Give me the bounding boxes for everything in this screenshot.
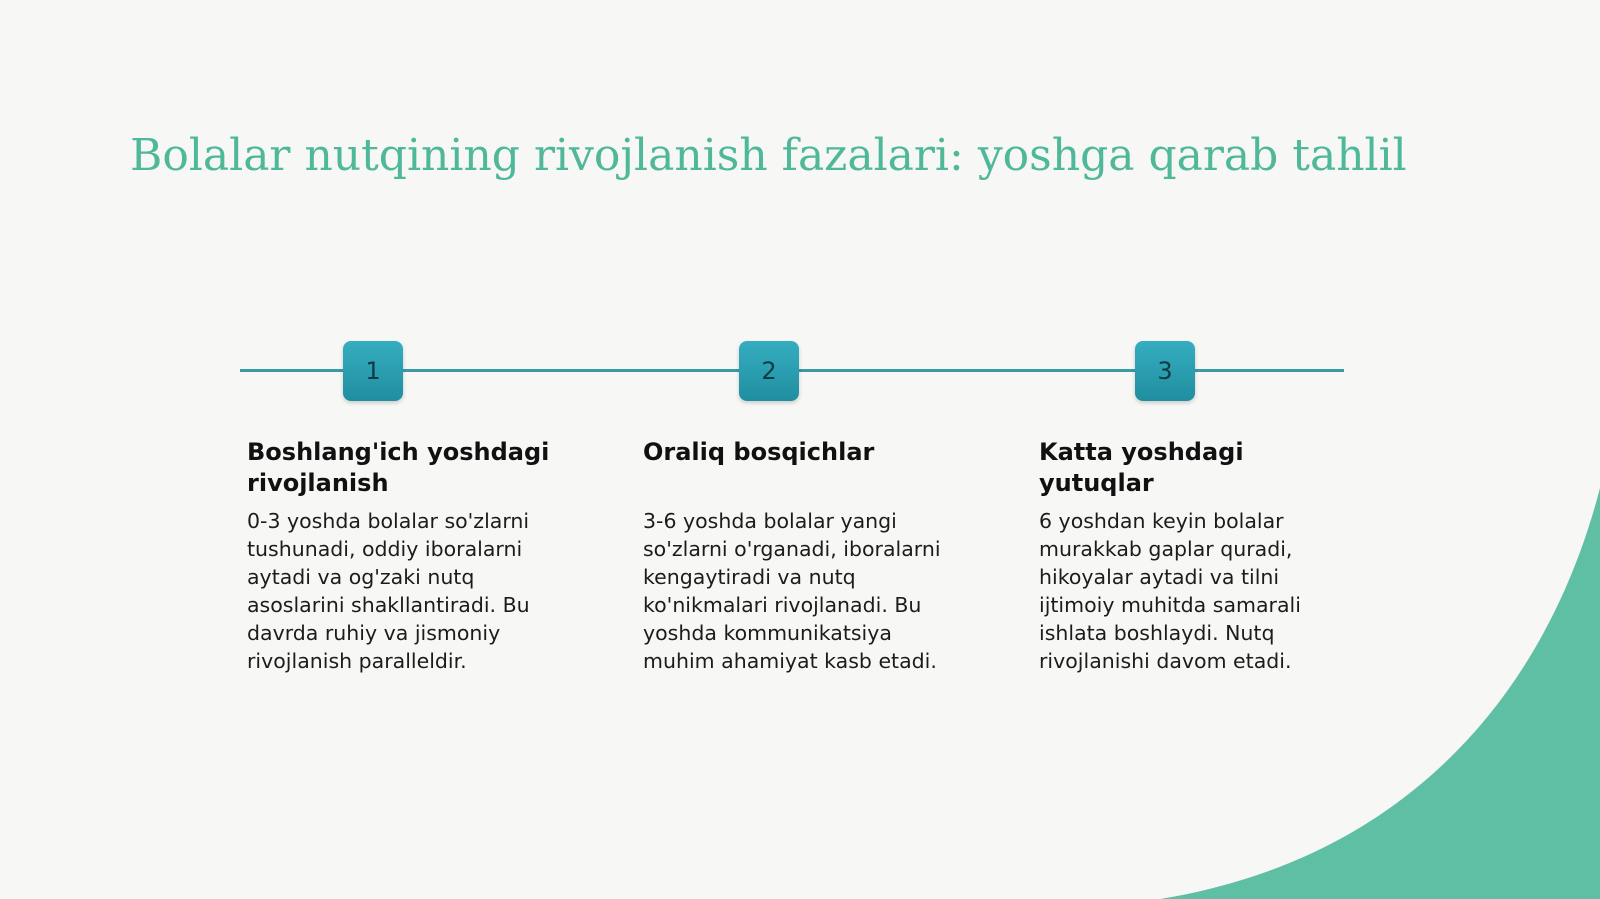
slide-title: Bolalar nutqining rivojlanish fazalari: yoshga qarab tahlil [130, 130, 1407, 181]
phase-title: Katta yoshdagi yutuqlar [1039, 438, 1244, 497]
phase-card-3 [1039, 437, 1359, 675]
phase-title: Boshlang'ich yoshdagi rivojlanish [247, 438, 550, 497]
step-badge-2: 2 [739, 341, 799, 401]
phase-description: 6 yoshdan keyin bolalar murakkab gaplar quradi, hikoyalar aytadi va tilni ijtimoiy muhitda samarali ishlata boshlaydi. Nutq rivojlanishi davom etadi. [1039, 509, 1301, 673]
phase-card-2 [643, 437, 963, 675]
step-badge-1: 1 [343, 341, 403, 401]
phase-description: 0-3 yoshda bolalar so'zlarni tushunadi, oddiy iboralarni aytadi va og'zaki nutq asoslarini shakllantiradi. Bu davrda ruhiy va jismoniy rivojlanish paralleldir. [247, 509, 530, 673]
phase-card-1 [247, 437, 567, 675]
phase-description: 3-6 yoshda bolalar yangi so'zlarni o'rganadi, iboralarni kengaytiradi va nutq ko'nikmalari rivojlanadi. Bu yoshda kommunikatsiya muhim ahamiyat kasb etadi. [643, 509, 941, 673]
phase-title: Oraliq bosqichlar [643, 438, 875, 466]
step-badge-3: 3 [1135, 341, 1195, 401]
